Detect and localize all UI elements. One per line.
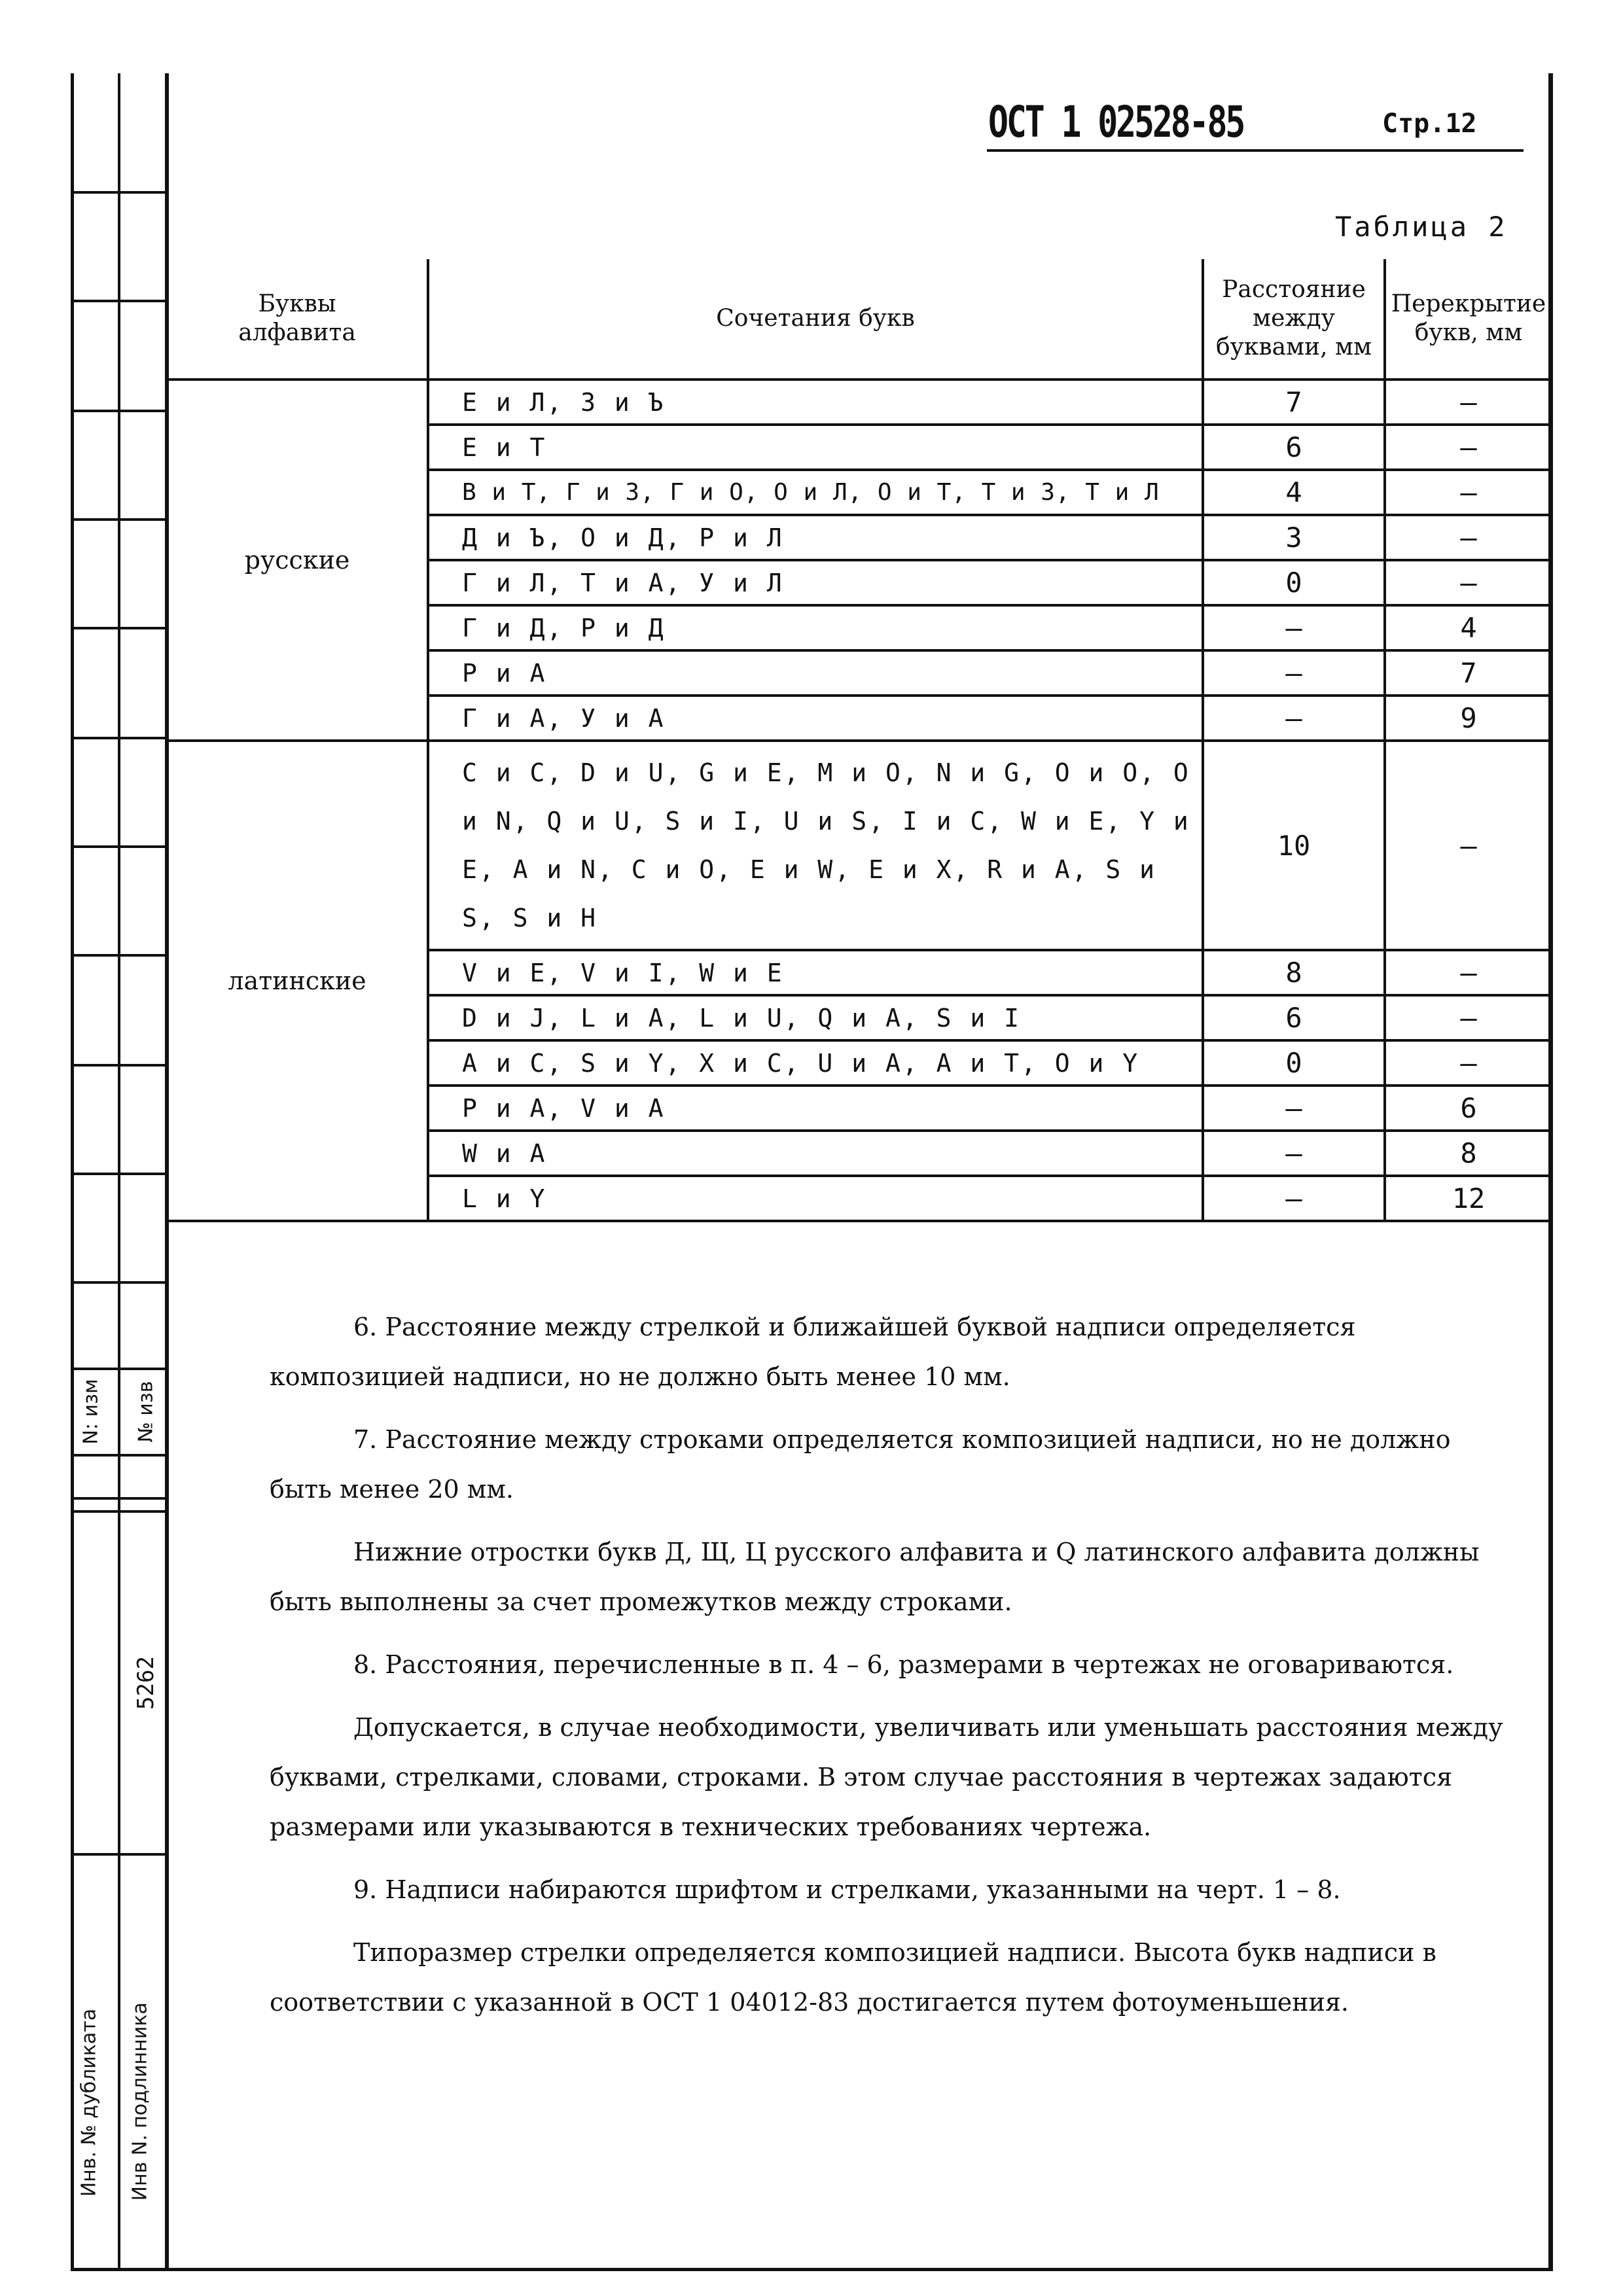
- table-caption: Таблица 2: [1335, 211, 1508, 243]
- overlap-cell: –: [1385, 560, 1551, 605]
- strip-divider: [71, 1853, 169, 1856]
- change-no-label: N: изм: [79, 1379, 103, 1445]
- binding-strip: [71, 73, 169, 2270]
- distance-cell: 6: [1203, 425, 1385, 470]
- duplicate-inventory-label: Инв. № дубликата: [77, 2008, 101, 2197]
- paragraph-7-note: Нижние отростки букв Д, Щ, Ц русского алфавита и Q латинского алфавита должны быть выполнены за счет промежутков между строками.: [270, 1538, 1480, 1616]
- strip-divider: [71, 1281, 169, 1284]
- combo-cell: Д и Ъ, О и Д, Р и Л: [428, 515, 1203, 560]
- strip-divider: [71, 518, 169, 521]
- document-code: ОСТ 1 02528-85: [988, 97, 1244, 147]
- combo-cell: В и Т, Г и З, Г и О, О и Л, О и Т, Т и З, Т и Л: [428, 470, 1203, 515]
- original-inventory-label: Инв N. подлинника: [128, 2002, 152, 2201]
- strip-divider: [71, 627, 169, 629]
- overlap-cell: 4: [1385, 605, 1551, 650]
- paragraph-7: 7. Расстояние между строками определяется композицией надписи, но не должно быть менее 20 мм.: [270, 1425, 1451, 1504]
- combo-cell: Р и А: [428, 650, 1203, 696]
- combo-cell: W и A: [428, 1131, 1203, 1176]
- page-number: Стр.12: [1382, 109, 1477, 139]
- body-text: [270, 1302, 1513, 2040]
- overlap-cell: 8: [1385, 1131, 1551, 1176]
- combo-cell: L и Y: [428, 1176, 1203, 1221]
- strip-divider: [71, 191, 169, 194]
- distance-cell: –: [1203, 605, 1385, 650]
- table-row: [168, 380, 1551, 425]
- overlap-cell: –: [1385, 425, 1551, 470]
- distance-cell: –: [1203, 1086, 1385, 1131]
- paragraph-9: 9. Надписи набираются шрифтом и стрелками, указанными на черт. 1 – 8.: [353, 1875, 1341, 1904]
- strip-divider: [71, 300, 169, 302]
- overlap-cell: 12: [1385, 1176, 1551, 1221]
- paragraph-9-note: Типоразмер стрелки определяется композицией надписи. Высота букв надписи в соответствии с указанной в ОСТ 1 04012-83 достигается путем фотоуменьшения.: [270, 1938, 1436, 2017]
- strip-divider: [71, 1497, 169, 1500]
- combo-cell: C и C, D и U, G и E, M и O, N и G, O и O, O и N, Q и U, S и I, U и S, I и C, W и E, Y и E, A и N, C и O, E и W, E и X, R и A, S и S, S и H: [428, 741, 1203, 950]
- overlap-cell: –: [1385, 515, 1551, 560]
- letter-spacing-table: [168, 259, 1551, 1222]
- group-label-latin: латинские: [168, 741, 428, 1221]
- distance-cell: 6: [1203, 995, 1385, 1040]
- distance-cell: 10: [1203, 741, 1385, 950]
- strip-divider: [71, 737, 169, 739]
- strip-mid-line: [118, 73, 120, 2270]
- overlap-cell: –: [1385, 995, 1551, 1040]
- overlap-cell: 6: [1385, 1086, 1551, 1131]
- notice-no-label: № изв: [134, 1381, 158, 1443]
- combo-cell: Г и А, У и А: [428, 696, 1203, 741]
- strip-divider: [71, 1173, 169, 1175]
- distance-cell: –: [1203, 696, 1385, 741]
- overlap-cell: –: [1385, 1040, 1551, 1086]
- strip-divider: [71, 954, 169, 957]
- registration-number: 5262: [133, 1656, 159, 1710]
- paragraph-8-note: Допускается, в случае необходимости, увеличивать или уменьшать расстояния между буквами, стрелками, словами, строками. В этом случае расстояния в чертежах задаются размерами или указываются в технических требованиях чертежа.: [270, 1713, 1503, 1841]
- combo-cell: V и E, V и I, W и E: [428, 950, 1203, 995]
- distance-cell: 4: [1203, 470, 1385, 515]
- distance-cell: 3: [1203, 515, 1385, 560]
- distance-cell: –: [1203, 650, 1385, 696]
- distance-cell: 8: [1203, 950, 1385, 995]
- combo-cell: D и J, L и A, L и U, Q и A, S и I: [428, 995, 1203, 1040]
- header-alphabet: Буквы алфавита: [168, 259, 428, 380]
- overlap-cell: –: [1385, 950, 1551, 995]
- header-combinations: Сочетания букв: [428, 259, 1203, 380]
- distance-cell: –: [1203, 1131, 1385, 1176]
- overlap-cell: –: [1385, 380, 1551, 425]
- combo-cell: Г и Л, Т и А, У и Л: [428, 560, 1203, 605]
- strip-left-line: [71, 73, 74, 2270]
- header-distance: Расстояние между буквами, мм: [1203, 259, 1385, 380]
- distance-cell: 0: [1203, 560, 1385, 605]
- combo-cell: P и A, V и A: [428, 1086, 1203, 1131]
- overlap-cell: 9: [1385, 696, 1551, 741]
- strip-divider: [71, 845, 169, 848]
- combo-cell: Е и Л, З и Ъ: [428, 380, 1203, 425]
- table-header-row: [168, 259, 1551, 380]
- strip-divider: [71, 410, 169, 412]
- header-underline: [987, 149, 1524, 152]
- distance-cell: 0: [1203, 1040, 1385, 1086]
- overlap-cell: 7: [1385, 650, 1551, 696]
- table-row: [168, 741, 1551, 950]
- paragraph-8: 8. Расстояния, перечисленные в п. 4 – 6, размерами в чертежах не оговариваются.: [353, 1650, 1454, 1679]
- strip-divider: [71, 1510, 169, 1513]
- combo-cell: Г и Д, Р и Д: [428, 605, 1203, 650]
- group-label-russian: русские: [168, 380, 428, 741]
- combo-cell: Е и Т: [428, 425, 1203, 470]
- combo-cell: A и C, S и Y, X и C, U и A, A и T, O и Y: [428, 1040, 1203, 1086]
- strip-divider: [71, 1064, 169, 1067]
- overlap-cell: –: [1385, 470, 1551, 515]
- frame-bottom-border: [71, 2268, 1553, 2271]
- distance-cell: 7: [1203, 380, 1385, 425]
- distance-cell: –: [1203, 1176, 1385, 1221]
- overlap-cell: –: [1385, 741, 1551, 950]
- paragraph-6: 6. Расстояние между стрелкой и ближайшей буквой надписи определяется композицией надписи, но не должно быть менее 10 мм.: [270, 1313, 1356, 1391]
- header-overlap: Перекрытие букв, мм: [1385, 259, 1551, 380]
